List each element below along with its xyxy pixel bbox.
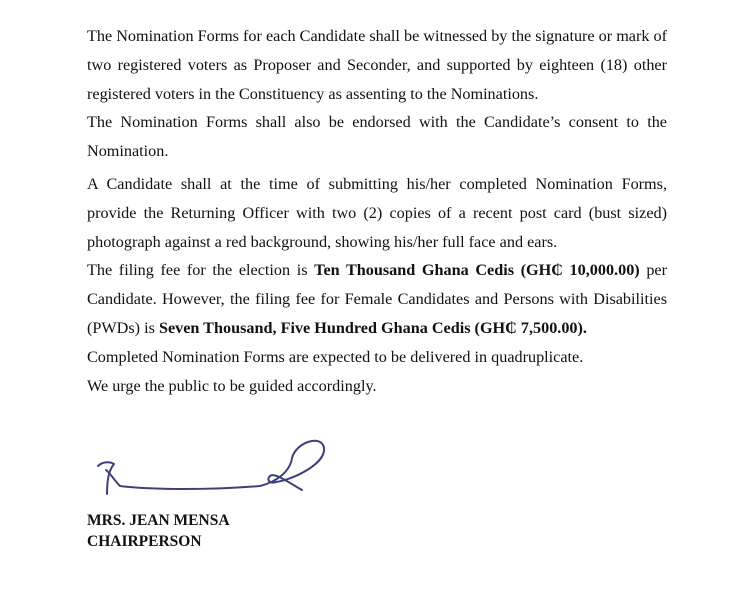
filing-fee-intro: The filing fee for the election is <box>87 261 315 280</box>
reduced-filing-fee-amount: Seven Thousand, Five Hundred Ghana Cedis (GH₵ 7,500.00). <box>158 318 587 337</box>
paragraph-quadruplicate: Completed Nomination Forms are expected to be delivered in quadruplicate. <box>87 347 584 366</box>
document-body <box>87 22 667 400</box>
paragraph-public-guidance: We urge the public to be guided accordingly. <box>87 376 377 395</box>
signatory-title: CHAIRPERSON <box>87 533 202 550</box>
signatory-block <box>87 510 230 552</box>
signatory-name: MRS. JEAN MENSA <box>87 512 230 529</box>
handwritten-signature <box>92 424 332 504</box>
paragraph-filing-fee <box>87 256 667 342</box>
paragraph-photograph-requirement: A Candidate shall at the time of submitting his/her completed Nomination Forms, provide the Returning Officer with two (2) copies of a recent post card (bust sized) photograph against a red background, showing his/her full face and ears. <box>87 174 667 251</box>
filing-fee-middle: per Candidate. However, the filing fee for Female Candidates and Persons with Disabilities (PWDs) is <box>87 261 667 337</box>
paragraph-witness-requirement: The Nomination Forms for each Candidate shall be witnessed by the signature or mark of two registered voters as Proposer and Seconder, and supported by eighteen (18) other registered voters in the Constituency as assenting to the Nominations. <box>87 27 667 103</box>
filing-fee-amount: Ten Thousand Ghana Cedis (GH₵ 10,000.00) <box>314 261 640 280</box>
paragraph-candidate-consent: The Nomination Forms shall also be endorsed with the Candidate’s consent to the Nomination. <box>87 113 667 161</box>
